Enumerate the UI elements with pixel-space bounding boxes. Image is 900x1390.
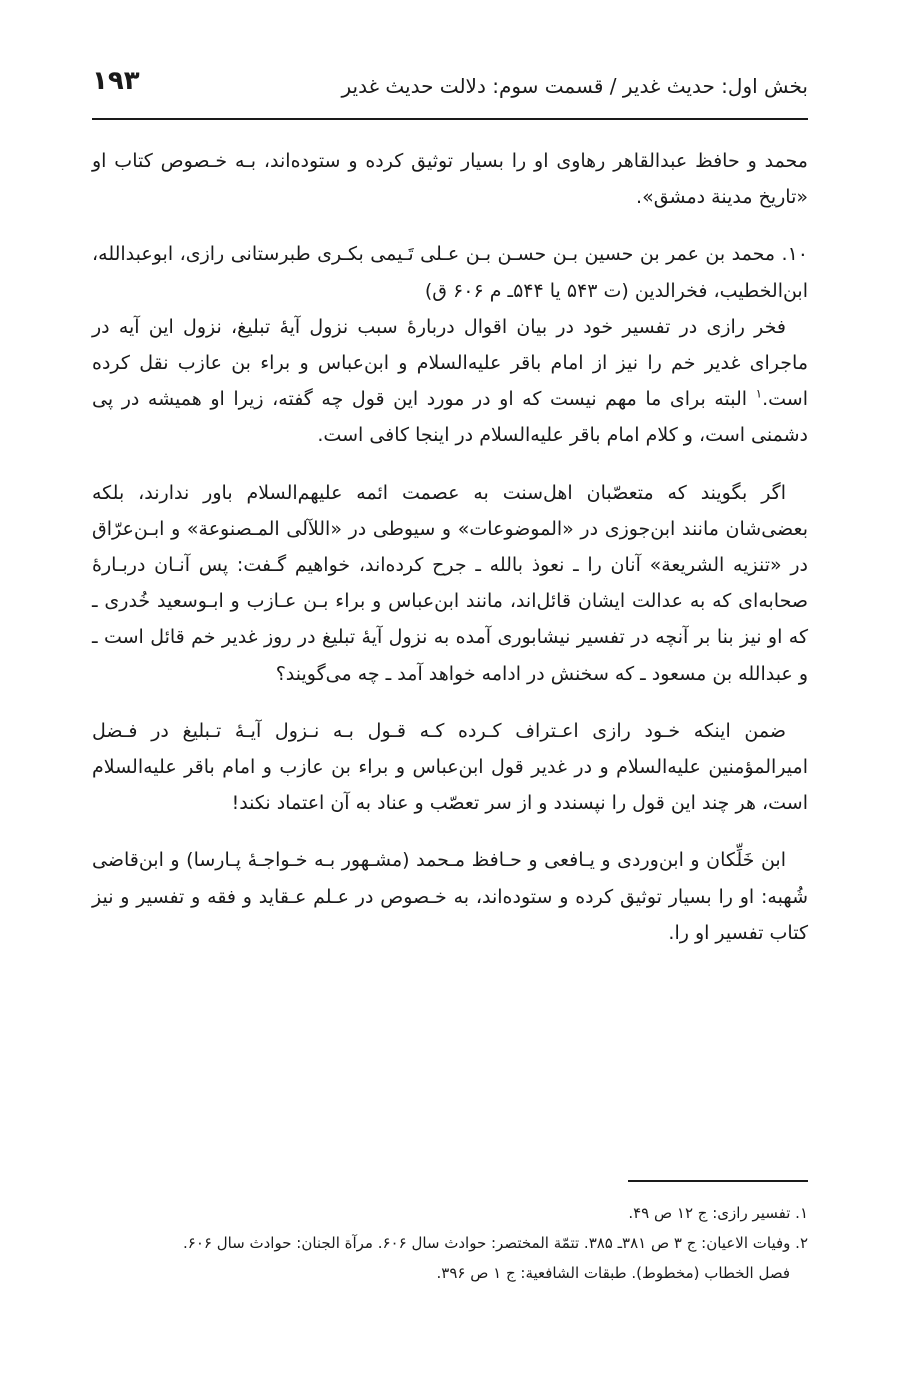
footnote-divider — [628, 1180, 808, 1182]
paragraph — [92, 309, 808, 454]
paragraph — [92, 842, 808, 951]
book-page — [92, 0, 808, 1390]
main-text — [92, 143, 808, 951]
paragraph-text: اگر بگویند که متعصّبان اهل‌سنت به عصمت ائمه علیهم‌السلام باور ندارند، بلکه بعضی‌شان مانند ابن‌جوزی در «الموضوعات» و سیوطی در «اللآلی المـصنوعة» و ابـن‌عرّاق در «تنزیه الشریعة» آنان را ـ نعوذ بالله ـ جرح کرده‌اند، خواهیم گـفت: پس آنـان دربـارهٔ صحابه‌ای که به عدالت ایشان قائل‌اند، مانند ابن‌عباس و براء بـن عـازب و ابـوسعید خُدری ـ که او نیز بنا بر آنچه در تفسیر نیشابوری آمده به نزول آیهٔ تبلیغ در روز غدیر خم قائل است ـ و عبدالله بن مسعود ـ که سخنش در ادامه خواهد آمد ـ چه می‌گویند؟ — [92, 481, 808, 685]
paragraph-text: محمد و حافظ عبدالقاهر رهاوی او را بسیار توثیق کرده و ستوده‌اند، بـه خـصوص کتاب او «تاریخ مدینة دمشق». — [92, 150, 808, 209]
paragraph — [92, 143, 808, 215]
paragraph — [92, 713, 808, 822]
page-header — [92, 60, 808, 112]
footnotes — [92, 1198, 808, 1288]
paragraph-text: ضمن اینکه خـود رازی اعـتراف کـرده کـه قـول بـه نـزول آیـهٔ تـبلیغ در فـضل امیرالمؤمنین علیه‌السلام و در غدیر قول ابن‌عباس و براء بن عازب و امام باقر علیه‌السلام است، هر چند این قول را نپسندد و از سر تعصّب و عناد به آن اعتماد نکند! — [92, 719, 808, 815]
running-title: بخش اول: حدیث غدیر / قسمت سوم: دلالت حدیث غدیر — [341, 74, 808, 98]
paragraph-text: ۱۰. محمد بن عمر بن حسین بـن حسـن بـن عـلی تَـیمی بکـری طبرستانی رازی، ابوعبدالله، ابن‌الخطیب، فخرالدین (ت ۵۴۳ یا ۵۴۴ـ م ۶۰۶ ق) — [92, 243, 808, 302]
footnote-ref[interactable]: ۱ — [755, 386, 763, 401]
paragraph-text: البته برای ما مهم نیست که او در مورد این قول چه گفته، زیرا او همیشه در پی دشمنی است، و کلام امام باقر علیه‌السلام در اینجا کافی است. — [92, 388, 808, 447]
footnote-item: ۲. وفیات الاعیان: ج ۳ ص ۳۸۱ـ ۳۸۵. تتمّة المختصر: حوادث سال ۶۰۶. مرآة الجنان: حوادث سال ۶۰۶. — [182, 1234, 808, 1252]
paragraph — [92, 475, 808, 692]
page-number: ۱۹۳ — [92, 66, 140, 96]
section-heading — [92, 236, 808, 308]
header-divider — [92, 118, 808, 120]
footnote-item: فصل الخطاب (مخطوط). طبقات الشافعیة: ج ۱ ص ۳۹۶. — [436, 1264, 790, 1282]
paragraph-text: ابن خَلِّکان و ابن‌وردی و یـافعی و حـافظ مـحمد (مشـهور بـه خـواجـهٔ پـارسا) و ابن‌قاضی شُهبه: او را بسیار توثیق کرده و ستوده‌اند، به خـصوص در عـلم عـقاید و فقه و تفسیر و نیز کتاب تفسیر او را. — [92, 849, 808, 944]
paragraph-text: فخر رازی در تفسیر خود در بیان اقوال دربارهٔ سبب نزول آیهٔ تبلیغ، نزول این آیه در ماجرای غدیر خم را نیز از امام باقر علیه‌السلام و ابن‌عباس و براء بن عازب نقل کرده است. — [92, 315, 808, 411]
footnote-item: ۱. تفسیر رازی: ج ۱۲ ص ۴۹. — [628, 1204, 808, 1222]
